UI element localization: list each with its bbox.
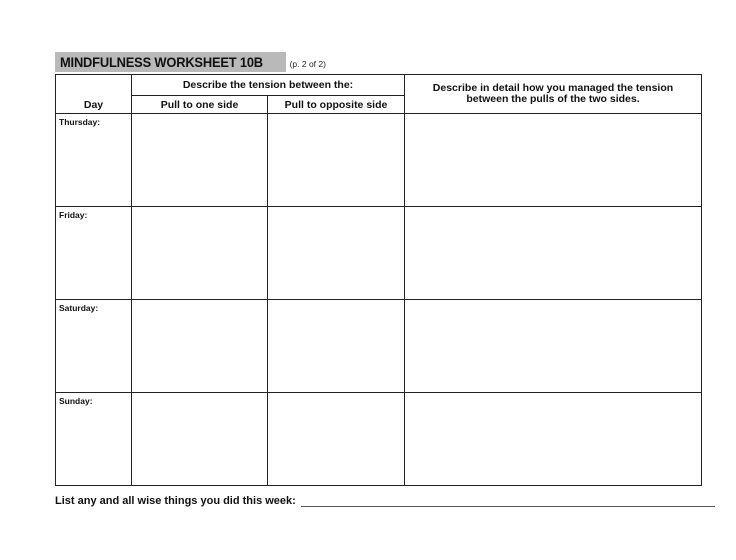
day-label-thursday: Thursday: bbox=[59, 117, 101, 127]
pull-opposite-side-cell[interactable] bbox=[268, 114, 405, 207]
pull-one-side-cell[interactable] bbox=[132, 300, 268, 393]
pull-one-side-cell[interactable] bbox=[132, 207, 268, 300]
table-row-saturday bbox=[56, 300, 702, 393]
managed-tension-cell[interactable] bbox=[405, 300, 702, 393]
wise-things-label: List any and all wise things you did this week: bbox=[55, 495, 296, 507]
table-row-friday bbox=[56, 207, 702, 300]
pull-one-side-cell[interactable] bbox=[132, 114, 268, 207]
tension-group-header: Describe the tension between the: bbox=[132, 75, 405, 96]
pull-opposite-side-header: Pull to opposite side bbox=[268, 96, 405, 114]
pull-one-side-cell[interactable] bbox=[132, 393, 268, 486]
managed-tension-header-line1: Describe in detail how you managed the tension bbox=[432, 82, 674, 94]
worksheet-title: MINDFULNESS WORKSHEET 10B bbox=[60, 54, 263, 70]
managed-tension-cell[interactable] bbox=[405, 114, 702, 207]
day-cell bbox=[56, 207, 132, 300]
worksheet-header bbox=[55, 52, 326, 72]
pull-opposite-side-cell[interactable] bbox=[268, 207, 405, 300]
pull-opposite-side-cell[interactable] bbox=[268, 393, 405, 486]
managed-tension-header bbox=[405, 75, 702, 114]
pull-opposite-side-cell[interactable] bbox=[268, 300, 405, 393]
managed-tension-cell[interactable] bbox=[405, 207, 702, 300]
table-row-sunday bbox=[56, 393, 702, 486]
day-label-sunday: Sunday: bbox=[59, 396, 93, 406]
wise-things-answer-line[interactable] bbox=[301, 494, 715, 507]
table-row-thursday bbox=[56, 114, 702, 207]
day-cell bbox=[56, 114, 132, 207]
managed-tension-cell[interactable] bbox=[405, 393, 702, 486]
day-label-saturday: Saturday: bbox=[59, 303, 99, 313]
pull-one-side-header: Pull to one side bbox=[132, 96, 268, 114]
page-indicator: (p. 2 of 2) bbox=[289, 59, 326, 69]
day-label-friday: Friday: bbox=[59, 210, 88, 220]
wise-things-prompt bbox=[55, 494, 715, 507]
day-cell bbox=[56, 300, 132, 393]
worksheet-table bbox=[55, 74, 702, 486]
day-column-header: Day bbox=[56, 75, 132, 114]
day-cell bbox=[56, 393, 132, 486]
title-banner bbox=[55, 52, 286, 72]
managed-tension-header-line2: between the pulls of the two sides. bbox=[466, 93, 640, 105]
header-row-top bbox=[56, 75, 702, 96]
